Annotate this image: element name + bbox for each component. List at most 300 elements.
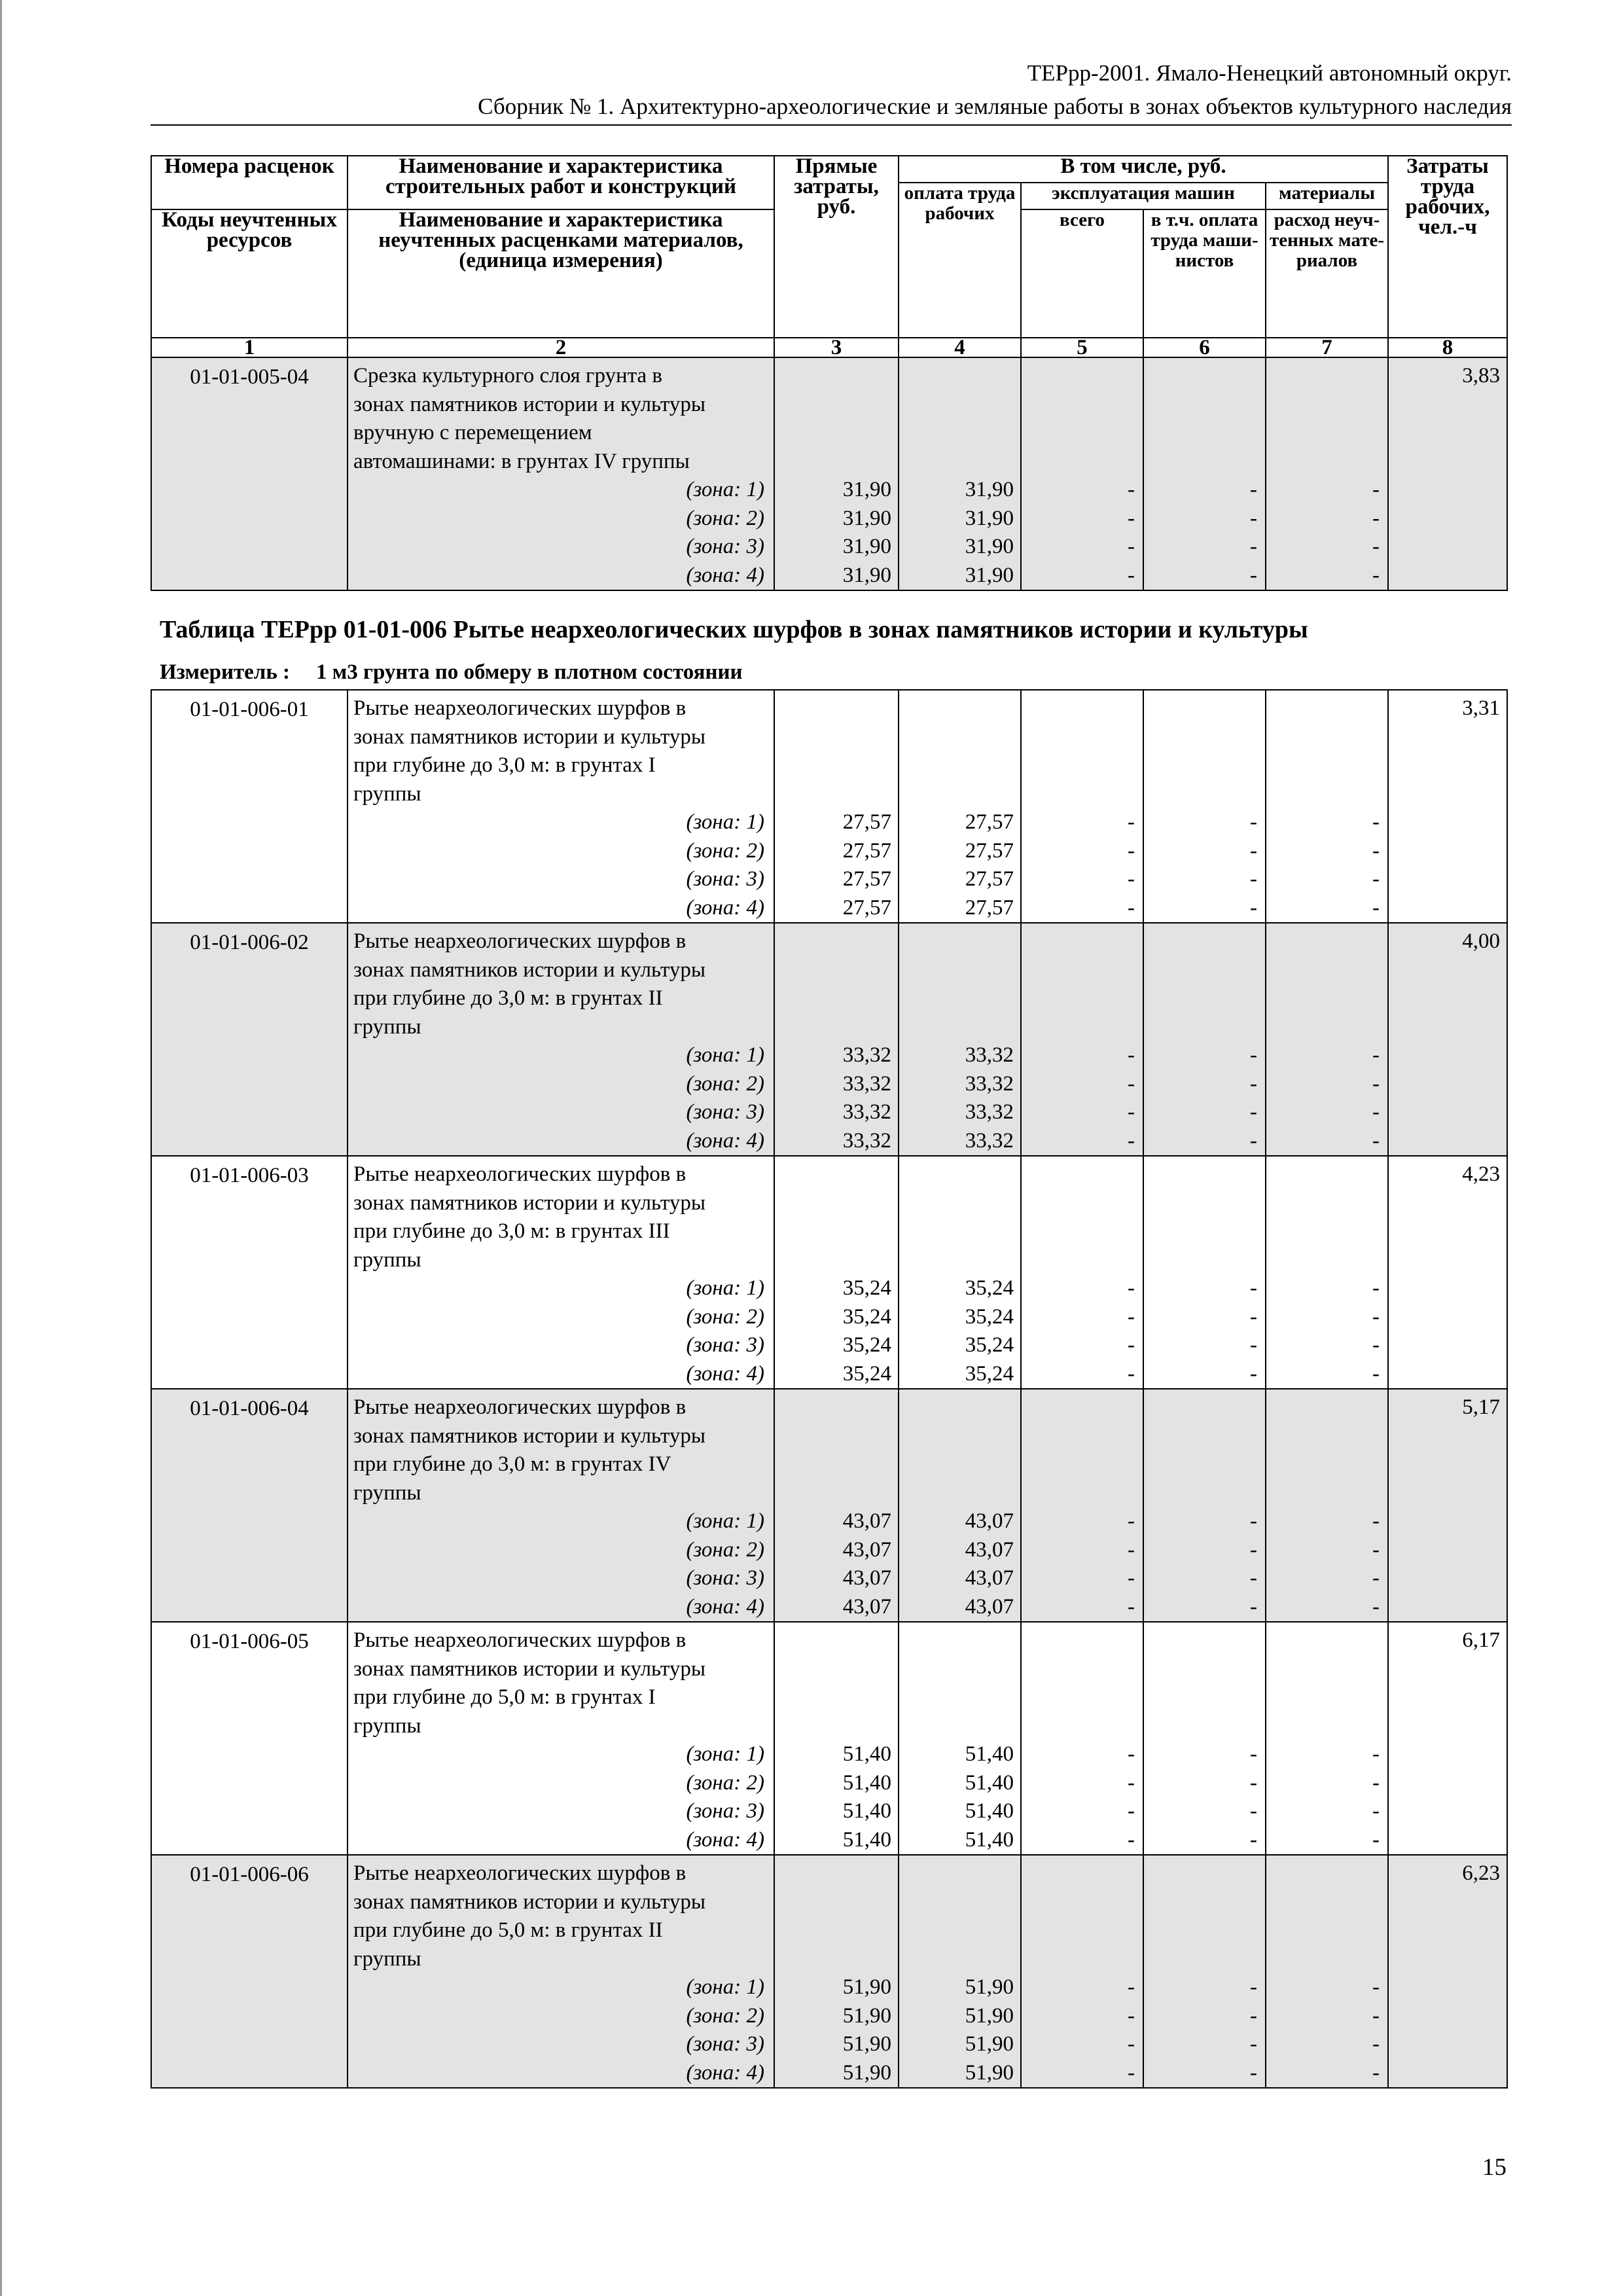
spacer: [775, 956, 891, 985]
col-number: 2: [348, 338, 774, 357]
worker-wage-value: 31,90: [965, 478, 1014, 501]
spacer: [775, 694, 891, 723]
machines-total-value: -: [1128, 1043, 1135, 1067]
machines-total-value: -: [1128, 867, 1135, 891]
zone-label: (зона: 2): [686, 2003, 764, 2028]
spacer: [899, 1246, 1014, 1275]
col-materials-header: материалы: [1266, 183, 1388, 209]
spacer: [899, 1189, 1014, 1218]
direct-cost-value: 35,24: [842, 1276, 891, 1300]
direct-cost-value: 35,24: [842, 1361, 891, 1386]
col-material-usage-header: расход неуч-тенных мате-риалов: [1266, 209, 1388, 338]
worker-wage-value: 51,40: [965, 1770, 1014, 1795]
col-number: 1: [151, 338, 348, 357]
spacer: [1022, 1013, 1135, 1042]
spacer: [1144, 1683, 1257, 1712]
material-usage-value: -: [1372, 1770, 1380, 1795]
direct-cost-value: 31,90: [842, 478, 891, 501]
spacer: [899, 1160, 1014, 1189]
description-line: Рытье неархеологических шурфов в: [353, 1162, 687, 1186]
spacer: [1144, 448, 1257, 476]
worker-wage-value: 27,57: [965, 867, 1014, 891]
machinist-wage-value: -: [1250, 1276, 1257, 1300]
description-line: Рытье неархеологических шурфов в: [353, 696, 687, 720]
spacer: [899, 984, 1014, 1013]
material-usage: [1266, 1389, 1388, 1622]
machines-total: [1021, 690, 1143, 923]
description-line: Рытье неархеологических шурфов в: [353, 929, 687, 953]
machinist-wage: [1143, 1622, 1266, 1855]
machines-total-value: -: [1128, 506, 1135, 530]
worker-wage-value: 27,57: [965, 838, 1014, 863]
spacer: [1144, 1916, 1257, 1945]
spacer: [775, 1916, 891, 1945]
spacer: [775, 1393, 891, 1422]
material-usage: [1266, 923, 1388, 1156]
spacer: [1266, 1160, 1380, 1189]
machines-total-value: -: [1128, 1799, 1135, 1823]
worker-wage-value: 33,32: [965, 1043, 1014, 1067]
machinist-wage-value: -: [1250, 1537, 1257, 1562]
zone-label: (зона: 3): [686, 867, 764, 891]
material-usage-value: -: [1372, 1128, 1380, 1153]
worker-wage: [899, 1389, 1021, 1622]
rate-code: 01-01-006-06: [151, 1855, 348, 2088]
direct-cost-value: 27,57: [842, 895, 891, 920]
spacer: [899, 723, 1014, 752]
spacer: [1144, 1393, 1257, 1422]
description-line: Срезка культурного слоя грунта в: [353, 364, 662, 387]
machines-total-value: -: [1128, 1509, 1135, 1533]
rate-row: [151, 1156, 1507, 1389]
spacer: [899, 391, 1014, 420]
col-labor-costs-header: Затраты труда рабочих, чел.-ч: [1388, 156, 1507, 338]
col-wage-header: оплата труда рабочих: [899, 183, 1021, 338]
machinist-wage-value: -: [1250, 810, 1257, 834]
zone-label: (зона: 3): [686, 535, 764, 558]
spacer: [775, 362, 891, 391]
direct-cost: [774, 1622, 899, 1855]
spacer: [1144, 927, 1257, 956]
description-line: группы: [353, 1713, 421, 1738]
zone-label: (зона: 3): [686, 1799, 764, 1823]
spacer: [1022, 694, 1135, 723]
col-number: 8: [1388, 338, 1507, 357]
zone-label: (зона: 1): [686, 1509, 764, 1533]
col-resource-codes-header: Коды неучтенных ресурсов: [151, 209, 348, 338]
rate-code: 01-01-006-01: [151, 690, 348, 923]
rate-description: [348, 357, 774, 590]
description-line: группы: [353, 1247, 421, 1272]
spacer: [775, 1013, 891, 1042]
spacer: [1144, 1888, 1257, 1917]
material-usage-value: -: [1372, 506, 1380, 530]
machinist-wage-value: -: [1250, 867, 1257, 891]
description-line: Рытье неархеологических шурфов в: [353, 1861, 687, 1885]
spacer: [775, 448, 891, 476]
page-edge: [0, 0, 2, 2296]
machinist-wage-value: -: [1250, 478, 1257, 501]
zone-label: (зона: 4): [686, 563, 764, 587]
machinist-wage-value: -: [1250, 563, 1257, 587]
direct-cost-value: 43,07: [842, 1537, 891, 1562]
spacer: [1144, 1859, 1257, 1888]
spacer: [1022, 1246, 1135, 1275]
spacer: [1266, 780, 1380, 809]
rate-row: [151, 923, 1507, 1156]
rate-row: [151, 1855, 1507, 2088]
spacer: [775, 1160, 891, 1189]
spacer: [899, 1393, 1014, 1422]
zone-label: (зона: 2): [686, 1537, 764, 1562]
machines-total-value: -: [1128, 1975, 1135, 1999]
spacer: [775, 1712, 891, 1741]
direct-cost-value: 27,57: [842, 810, 891, 834]
labor-costs: 5,17: [1388, 1389, 1507, 1622]
measure-label: Измеритель :: [160, 660, 291, 684]
machinist-wage-value: -: [1250, 1043, 1257, 1067]
machinist-wage-value: -: [1250, 1975, 1257, 1999]
machines-total-value: -: [1128, 1100, 1135, 1124]
material-usage: [1266, 357, 1388, 590]
material-usage-value: -: [1372, 1100, 1380, 1124]
spacer: [1022, 956, 1135, 985]
spacer: [1266, 1888, 1380, 1917]
spacer: [1144, 694, 1257, 723]
material-usage: [1266, 690, 1388, 923]
table-title: Таблица ТЕРрр 01-01-006 Рытье неархеологических шурфов в зонах памятников истории и культуры: [160, 616, 1308, 643]
material-usage-value: -: [1372, 478, 1380, 501]
spacer: [899, 1945, 1014, 1974]
direct-cost-value: 43,07: [842, 1566, 891, 1590]
machinist-wage-value: -: [1250, 1100, 1257, 1124]
spacer: [1022, 391, 1135, 420]
spacer: [1144, 1712, 1257, 1741]
spacer: [899, 1859, 1014, 1888]
material-usage-value: -: [1372, 1276, 1380, 1300]
material-usage-value: -: [1372, 1304, 1380, 1329]
machinist-wage-value: -: [1250, 1827, 1257, 1852]
machinist-wage-value: -: [1250, 1566, 1257, 1590]
machines-total: [1021, 1622, 1143, 1855]
zone-label: (зона: 3): [686, 2032, 764, 2056]
spacer: [775, 391, 891, 420]
rate-code: 01-01-006-02: [151, 923, 348, 1156]
spacer: [1266, 1712, 1380, 1741]
material-usage: [1266, 1156, 1388, 1389]
col-machines-header: эксплуатация машин: [1021, 183, 1266, 209]
machinist-wage: [1143, 1156, 1266, 1389]
description-line: зонах памятников истории и культуры: [353, 1657, 706, 1681]
col-rate-numbers-header: Номера расценок: [151, 156, 348, 209]
machines-total-value: -: [1128, 535, 1135, 558]
measure-value: 1 м3 грунта по обмеру в плотном состоянии: [316, 660, 743, 684]
machines-total-value: -: [1128, 1071, 1135, 1096]
machines-total-value: -: [1128, 1361, 1135, 1386]
zone-label: (зона: 3): [686, 1566, 764, 1590]
zone-label: (зона: 3): [686, 1333, 764, 1357]
spacer: [899, 419, 1014, 448]
worker-wage-value: 43,07: [965, 1594, 1014, 1619]
spacer: [899, 1683, 1014, 1712]
labor-costs: 3,83: [1388, 357, 1507, 590]
spacer: [775, 1945, 891, 1974]
rate-code: 01-01-006-05: [151, 1622, 348, 1855]
spacer: [899, 1450, 1014, 1479]
machines-total-value: -: [1128, 1770, 1135, 1795]
col-work-name-header: Наименование и характеристика строительных работ и конструкций: [348, 156, 774, 209]
spacer: [1266, 1626, 1380, 1655]
machines-total: [1021, 923, 1143, 1156]
material-usage-value: -: [1372, 2032, 1380, 2056]
machines-total: [1021, 1389, 1143, 1622]
worker-wage-value: 35,24: [965, 1304, 1014, 1329]
spacer: [1022, 1160, 1135, 1189]
zone-label: (зона: 4): [686, 1827, 764, 1852]
col-machines-total-header: всего: [1021, 209, 1143, 338]
rate-row: [151, 1622, 1507, 1855]
material-usage-value: -: [1372, 810, 1380, 834]
spacer: [1144, 1013, 1257, 1042]
direct-cost: [774, 1156, 899, 1389]
spacer: [775, 419, 891, 448]
spacer: [1266, 1655, 1380, 1684]
spacer: [1266, 1859, 1380, 1888]
spacer: [775, 984, 891, 1013]
zone-label: (зона: 2): [686, 506, 764, 530]
spacer: [1022, 1859, 1135, 1888]
direct-cost-value: 51,40: [842, 1742, 891, 1766]
spacer: [775, 927, 891, 956]
col-direct-costs-header: Прямые затраты, руб.: [774, 156, 899, 338]
worker-wage-value: 43,07: [965, 1509, 1014, 1533]
direct-cost-value: 33,32: [842, 1043, 891, 1067]
material-usage-value: -: [1372, 1799, 1380, 1823]
machines-total-value: -: [1128, 563, 1135, 587]
spacer: [1266, 419, 1380, 448]
spacer: [1144, 1246, 1257, 1275]
spacer: [899, 1916, 1014, 1945]
spacer: [899, 780, 1014, 809]
spacer: [1266, 391, 1380, 420]
zone-label: (зона: 1): [686, 478, 764, 501]
machinist-wage-value: -: [1250, 1594, 1257, 1619]
machinist-wage-value: -: [1250, 506, 1257, 530]
worker-wage-value: 35,24: [965, 1361, 1014, 1386]
worker-wage: [899, 1156, 1021, 1389]
rate-description: [348, 1389, 774, 1622]
worker-wage-value: 31,90: [965, 563, 1014, 587]
material-usage-value: -: [1372, 2060, 1380, 2085]
machines-total-value: -: [1128, 478, 1135, 501]
machinist-wage-value: -: [1250, 1333, 1257, 1357]
material-usage-value: -: [1372, 2003, 1380, 2028]
description-line: зонах памятников истории и культуры: [353, 1424, 706, 1448]
material-usage: [1266, 1855, 1388, 2088]
spacer: [1022, 984, 1135, 1013]
col-number: 5: [1021, 338, 1143, 357]
direct-cost-value: 33,32: [842, 1071, 891, 1096]
spacer: [1144, 1422, 1257, 1451]
header-rule: [151, 124, 1512, 126]
machinist-wage-value: -: [1250, 838, 1257, 863]
spacer: [1144, 1626, 1257, 1655]
spacer: [1266, 362, 1380, 391]
worker-wage: [899, 923, 1021, 1156]
worker-wage: [899, 1855, 1021, 2088]
spacer: [775, 1189, 891, 1218]
spacer: [1022, 1712, 1135, 1741]
machinist-wage-value: -: [1250, 895, 1257, 920]
description-line: зонах памятников истории и культуры: [353, 725, 706, 749]
machinist-wage-value: -: [1250, 1304, 1257, 1329]
zone-label: (зона: 4): [686, 2060, 764, 2085]
col-number: 4: [899, 338, 1021, 357]
machines-total-value: -: [1128, 1827, 1135, 1852]
worker-wage: [899, 690, 1021, 923]
direct-cost-value: 51,40: [842, 1827, 891, 1852]
machines-total-value: -: [1128, 895, 1135, 920]
rate-description: [348, 923, 774, 1156]
zone-label: (зона: 2): [686, 1071, 764, 1096]
worker-wage-value: 33,32: [965, 1128, 1014, 1153]
material-usage-value: -: [1372, 1509, 1380, 1533]
spacer: [1144, 780, 1257, 809]
machinist-wage-value: -: [1250, 2060, 1257, 2085]
spacer: [899, 1217, 1014, 1246]
spacer: [1022, 448, 1135, 476]
spacer: [1266, 1013, 1380, 1042]
machines-total: [1021, 1855, 1143, 2088]
spacer: [899, 927, 1014, 956]
worker-wage-value: 43,07: [965, 1566, 1014, 1590]
worker-wage-value: 51,40: [965, 1742, 1014, 1766]
material-usage-value: -: [1372, 1566, 1380, 1590]
zone-label: (зона: 1): [686, 1975, 764, 1999]
spacer: [1022, 1626, 1135, 1655]
labor-costs: 3,31: [1388, 690, 1507, 923]
machinist-wage-value: -: [1250, 1071, 1257, 1096]
machines-total: [1021, 357, 1143, 590]
rate-description: [348, 1156, 774, 1389]
direct-cost-value: 51,90: [842, 2003, 891, 2028]
zone-label: (зона: 1): [686, 1276, 764, 1300]
machinist-wage: [1143, 923, 1266, 1156]
spacer: [899, 1422, 1014, 1451]
page-number: 15: [1482, 2154, 1507, 2181]
rate-description: [348, 1622, 774, 1855]
direct-cost-value: 51,90: [842, 1975, 891, 1999]
material-usage-value: -: [1372, 1071, 1380, 1096]
description-line: автомашинами: в грунтах IV группы: [353, 449, 690, 473]
spacer: [1266, 751, 1380, 780]
header-title: ТЕРрр-2001. Ямало-Ненецкий автономный округ.: [1027, 60, 1512, 86]
zone-label: (зона: 4): [686, 1128, 764, 1153]
direct-cost: [774, 1855, 899, 2088]
machines-total: [1021, 1156, 1143, 1389]
description-line: Рытье неархеологических шурфов в: [353, 1628, 687, 1652]
material-usage: [1266, 1622, 1388, 1855]
spacer: [775, 1246, 891, 1275]
spacer: [775, 1655, 891, 1684]
description-line: при глубине до 3,0 м: в грунтах III: [353, 1219, 670, 1243]
spacer: [1266, 1189, 1380, 1218]
worker-wage-value: 51,90: [965, 1975, 1014, 1999]
material-usage-value: -: [1372, 1975, 1380, 1999]
worker-wage-value: 35,24: [965, 1333, 1014, 1357]
rate-code: 01-01-005-04: [151, 357, 348, 590]
spacer: [1144, 391, 1257, 420]
rate-code: 01-01-006-03: [151, 1156, 348, 1389]
spacer: [899, 1655, 1014, 1684]
material-usage-value: -: [1372, 838, 1380, 863]
machines-total-value: -: [1128, 1333, 1135, 1357]
rate-row: [151, 690, 1507, 923]
description-line: при глубине до 5,0 м: в грунтах I: [353, 1685, 656, 1709]
worker-wage-value: 27,57: [965, 895, 1014, 920]
direct-cost-value: 31,90: [842, 563, 891, 587]
description-line: зонах памятников истории и культуры: [353, 1890, 706, 1914]
spacer: [1266, 1246, 1380, 1275]
spacer: [1022, 1217, 1135, 1246]
spacer: [775, 1422, 891, 1451]
direct-cost: [774, 357, 899, 590]
rate-code: 01-01-006-04: [151, 1389, 348, 1622]
col-number: 6: [1143, 338, 1266, 357]
spacer: [1022, 1945, 1135, 1974]
description-line: зонах памятников истории и культуры: [353, 958, 706, 982]
spacer: [1022, 1683, 1135, 1712]
zone-label: (зона: 3): [686, 1100, 764, 1124]
zone-label: (зона: 4): [686, 1594, 764, 1619]
spacer: [1266, 1945, 1380, 1974]
worker-wage-value: 31,90: [965, 506, 1014, 530]
machines-total-value: -: [1128, 1276, 1135, 1300]
description-line: группы: [353, 1480, 421, 1505]
description-line: при глубине до 3,0 м: в грунтах IV: [353, 1452, 671, 1476]
col-number: 3: [774, 338, 899, 357]
spacer: [1022, 1655, 1135, 1684]
material-usage-value: -: [1372, 1594, 1380, 1619]
spacer: [1144, 1479, 1257, 1508]
machinist-wage-value: -: [1250, 535, 1257, 558]
labor-costs: 4,00: [1388, 923, 1507, 1156]
worker-wage-value: 33,32: [965, 1100, 1014, 1124]
material-usage-value: -: [1372, 1361, 1380, 1386]
spacer: [775, 1626, 891, 1655]
worker-wage-value: 27,57: [965, 810, 1014, 834]
description-line: группы: [353, 1014, 421, 1039]
material-usage-value: -: [1372, 867, 1380, 891]
spacer: [1144, 362, 1257, 391]
machinist-wage-value: -: [1250, 2003, 1257, 2028]
zone-label: (зона: 1): [686, 1043, 764, 1067]
direct-cost: [774, 690, 899, 923]
spacer: [899, 1888, 1014, 1917]
spacer: [1266, 956, 1380, 985]
machinist-wage: [1143, 357, 1266, 590]
zone-label: (зона: 4): [686, 895, 764, 920]
machinist-wage-value: -: [1250, 1799, 1257, 1823]
spacer: [1022, 780, 1135, 809]
machinist-wage: [1143, 1389, 1266, 1622]
material-usage-value: -: [1372, 1827, 1380, 1852]
col-number: 7: [1266, 338, 1388, 357]
spacer: [1022, 1393, 1135, 1422]
spacer: [899, 1479, 1014, 1508]
direct-cost: [774, 1389, 899, 1622]
material-usage-value: -: [1372, 1043, 1380, 1067]
